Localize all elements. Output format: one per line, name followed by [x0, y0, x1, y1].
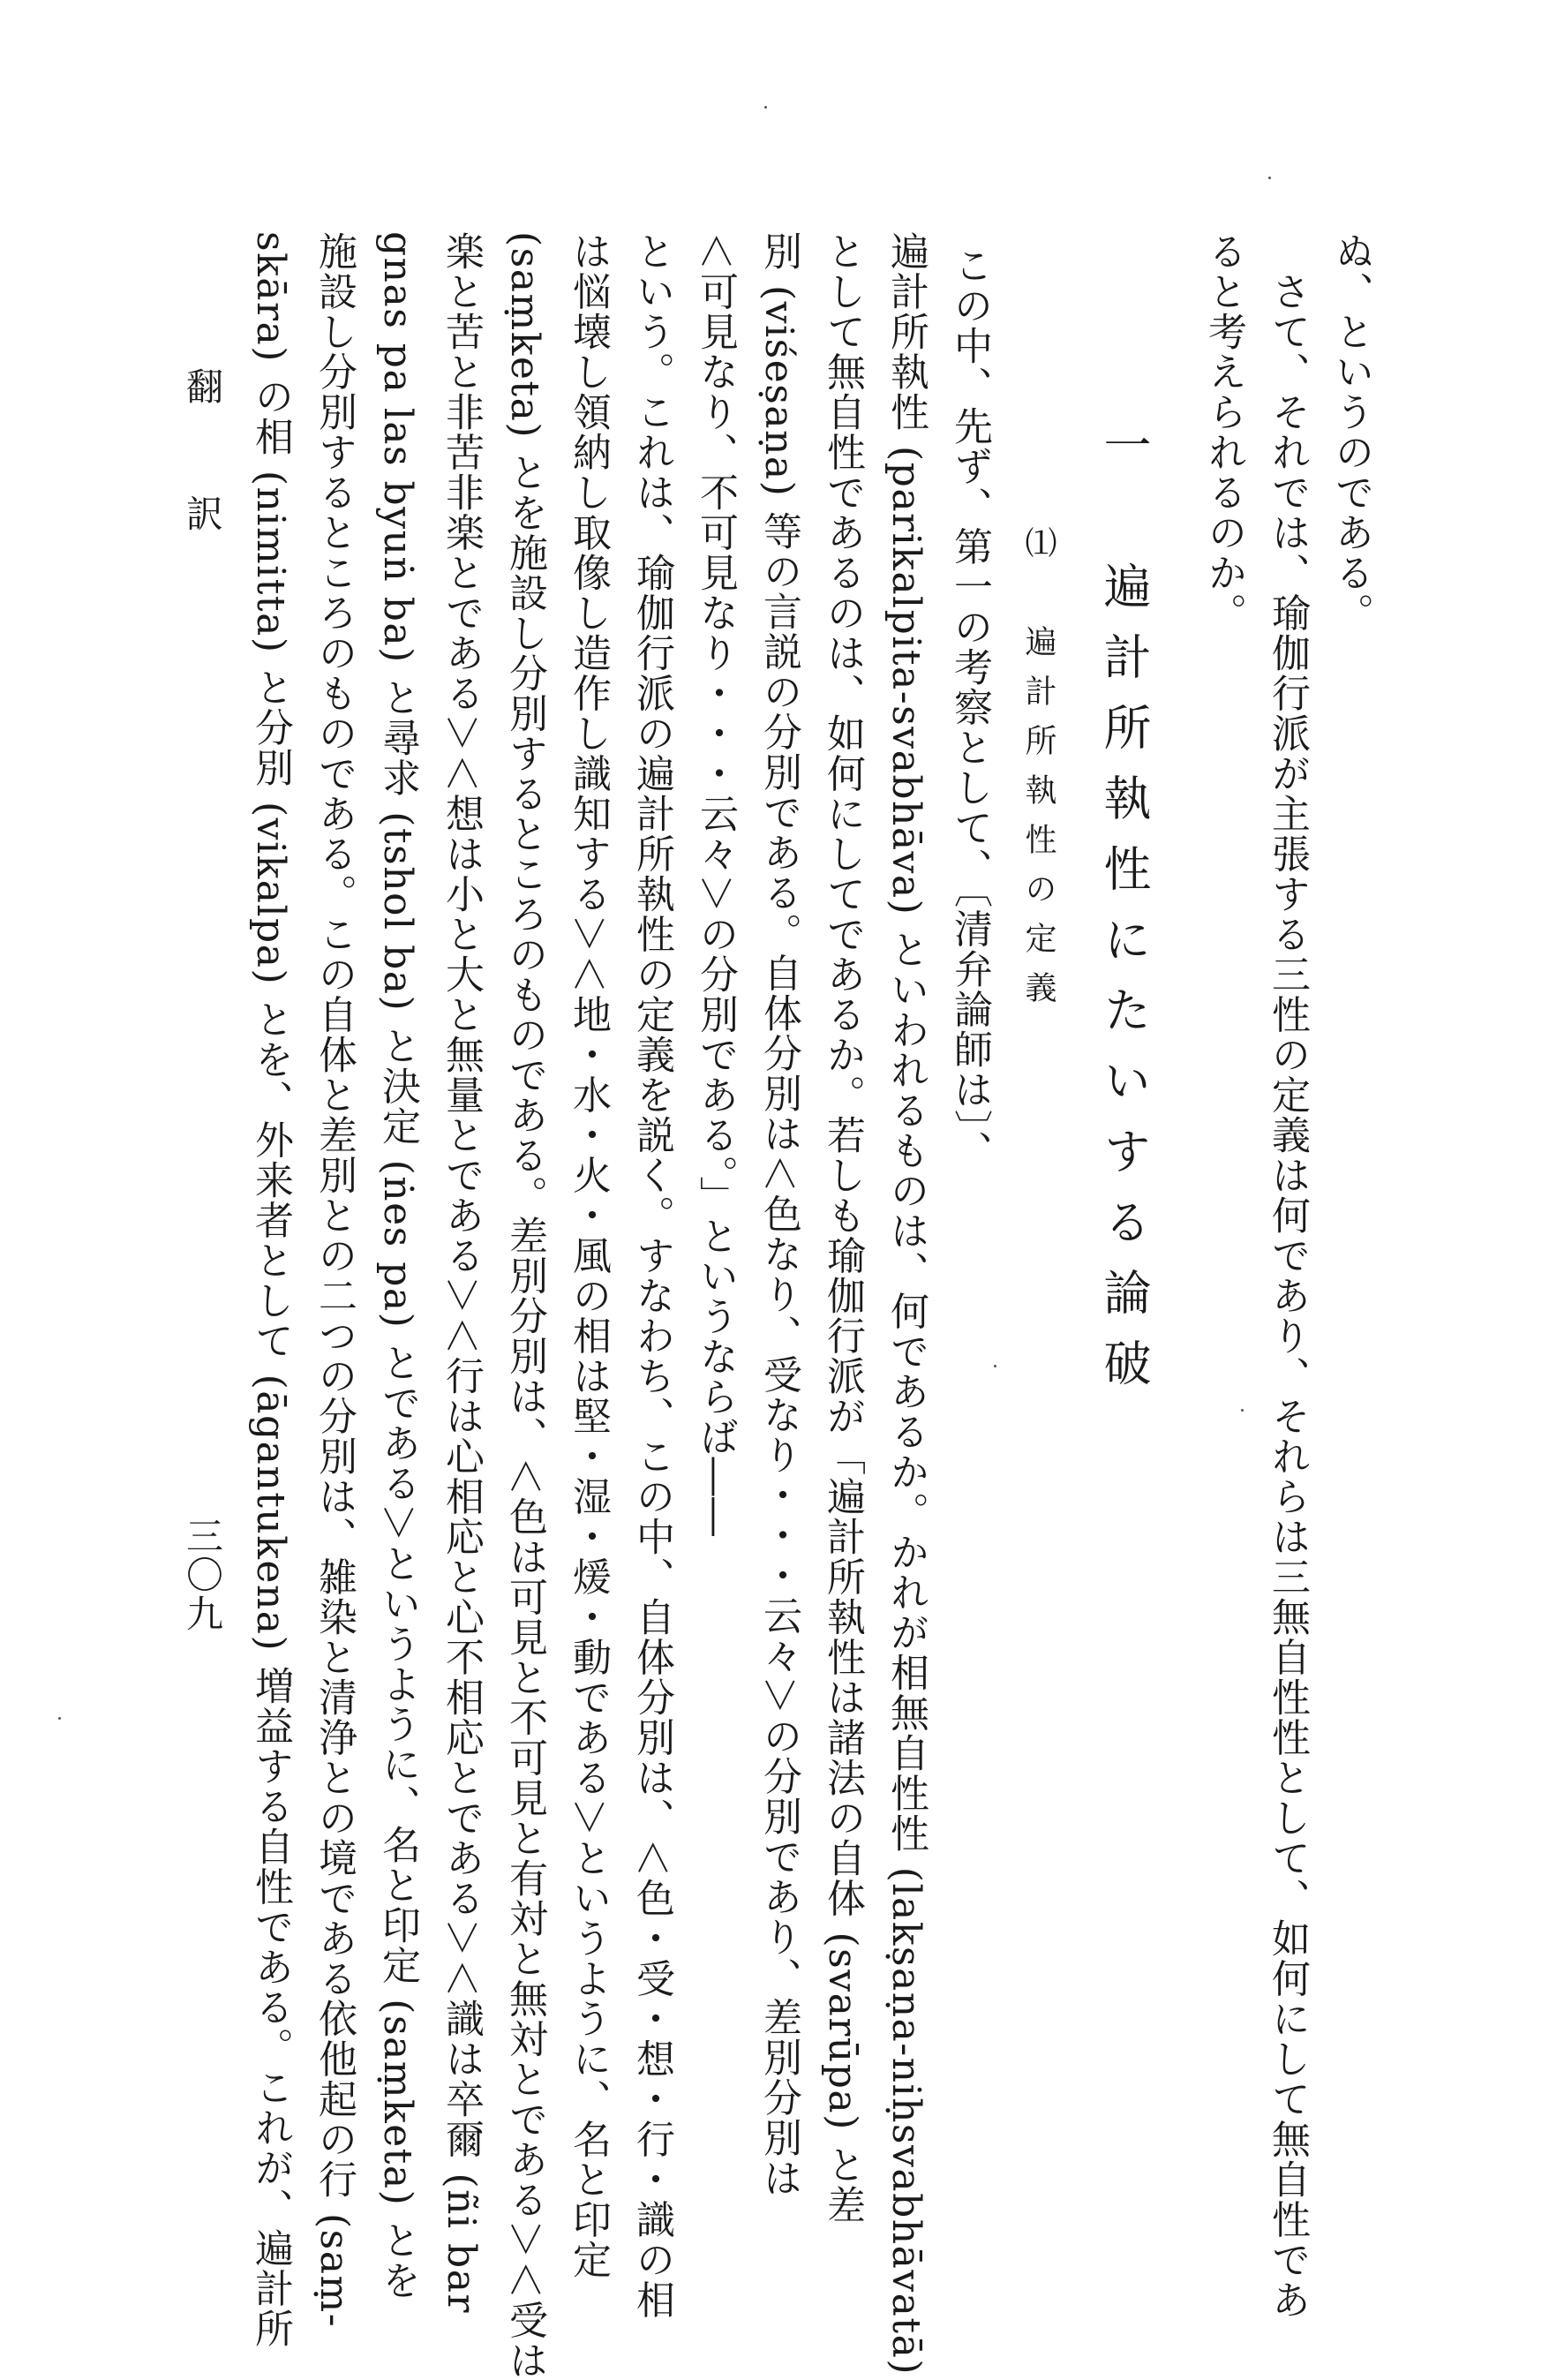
text-line-7: 別 (viśeṣaṇa) 等の言説の分別である。自体分別は＜色なり、受なり・・・云々＞の分別であり、差別分別は [756, 231, 801, 2198]
scan-speck [1241, 1409, 1244, 1412]
text-line-12: 楽と苦と非苦非楽とである＞＜想は小と大と無量とである＞＜行は心相応と心不相応とである＞＜識は卒爾 (ñi bar [439, 231, 484, 2314]
text-line-5: 遍計所執性 (parikalpita-svabhāva) といわれるものは、何であるか。かれが相無自性性 (lakṣaṇa-niḥsvabhāvatā) [884, 231, 929, 2376]
running-footer-label: 翻 訳 [181, 367, 224, 558]
text-line-6: として無自性であるのは、如何にしてであるか。若しも瑜伽行派が「遍計所執性は諸法の自体 (svarūpa) と差 [820, 231, 865, 2226]
text-line-14: 施設し分別するところのものである。この自体と差別との二つの分別は、雑染と清浄との境である依他起の行 (saṃ- [312, 231, 357, 2329]
text-line-1: ぬ、というのである。 [1328, 231, 1373, 633]
subsection-heading: ⑴ 遍計所執性の定義 [1020, 526, 1056, 1021]
text-line-10: は悩壊し領納し取像し造作し識知する＞＜地・水・火・風の相は堅・湿・煖・動である＞というように、名と印定 [566, 231, 611, 2280]
text-line-9: という。これは、瑜伽行派の遍計所執性の定義を説く。すなわち、この中、自体分別は、＜色・受・想・行・識の相 [629, 231, 674, 2320]
text-line-15: skāra) の相 (nimitta) と分別 (vikalpa) とを、外来者として (āgantukena) 増益する自性である。これが、遍計所 [248, 231, 293, 2349]
page-number: 三〇九 [181, 1517, 224, 1633]
text-line-13: gnas pa las byuṅ ba) と尋求 (tshol ba) と決定 (ṅes pa) とである＞というように、名と印定 (saṃketa) とを [375, 231, 420, 2301]
text-line-2: さて、それでは、瑜伽行派が主張する三性の定義は何であり、それらは三無自性性として、如何にして無自性であ [1265, 231, 1310, 2320]
scan-speck [58, 1717, 61, 1720]
text-line-8: ＜可見なり、不可見なり・・・云々＞の分別である。」というならば―― [693, 231, 738, 1538]
scan-speck [994, 1365, 996, 1367]
text-line-11: (saṃketa) とを施設し分別するところのものである。差別分別は、＜色は可見と不可見と有対と無対とである＞＜受は [502, 231, 547, 2380]
text-line-4: この中、先ず、第一の考察として、〔清弁論師は〕、 [947, 245, 992, 1171]
section-heading: 一 遍計所執性にたいする論破 [1096, 420, 1152, 1409]
text-line-3: ると考えられるのか。 [1201, 231, 1246, 633]
scan-speck [764, 106, 767, 109]
scan-speck [1268, 177, 1271, 179]
